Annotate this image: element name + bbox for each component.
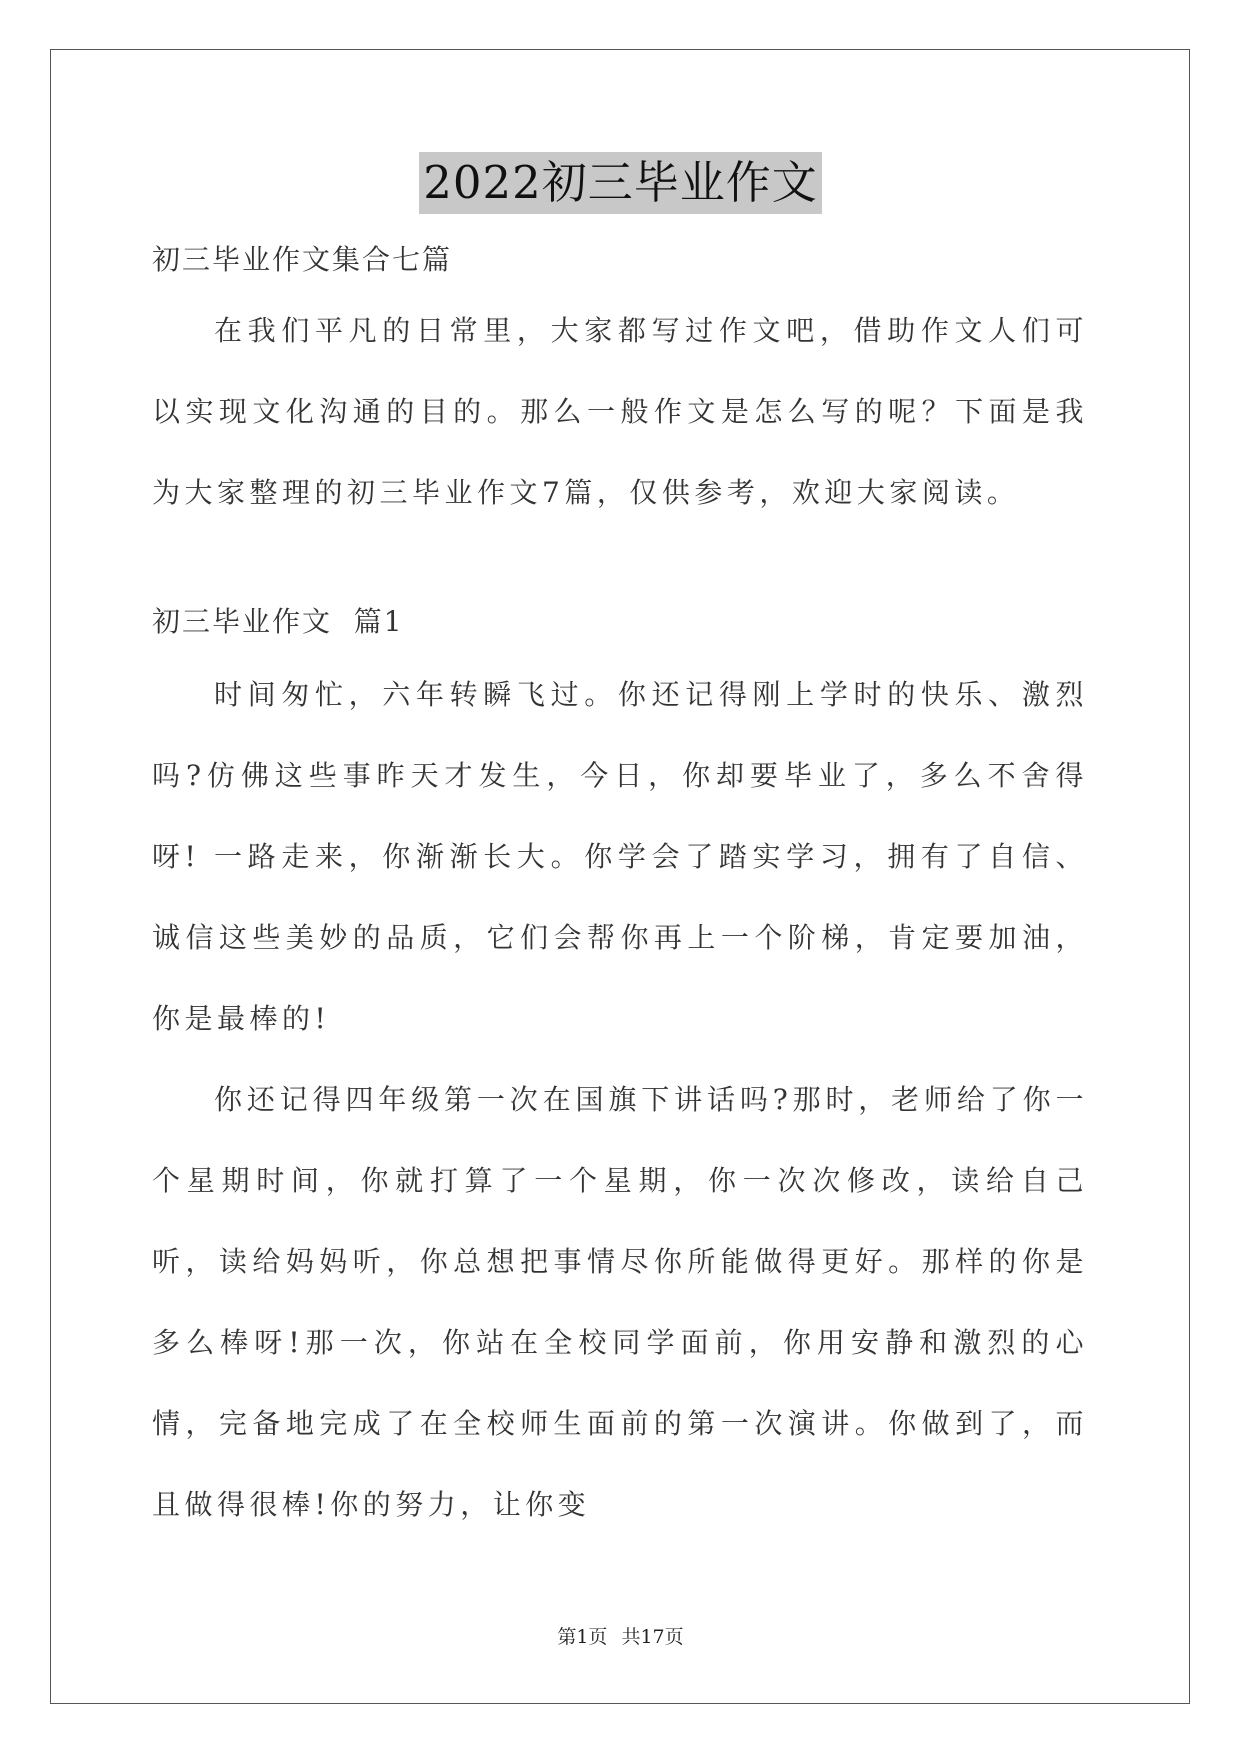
document-subtitle: 初三毕业作文集合七篇	[152, 243, 453, 276]
intro-paragraph: 在我们平凡的日常里，大家都写过作文吧，借助作文人们可以实现文化沟通的目的。那么一般作文是怎么写的呢？下面是我为大家整理的初三毕业作文7篇，仅供参考，欢迎大家阅读。	[152, 314, 1088, 509]
page-number: 第1页	[557, 1626, 608, 1648]
page-total: 共17页	[621, 1626, 684, 1648]
document-title: 2022初三毕业作文	[419, 152, 822, 214]
title-container	[0, 152, 1241, 214]
section-heading: 初三毕业作文 篇1	[152, 605, 404, 638]
page-footer	[0, 1622, 1241, 1652]
body-paragraph-1: 时间匆忙，六年转瞬飞过。你还记得刚上学时的快乐、激烈吗?仿佛这些事昨天才发生，今日，你却要毕业了，多么不舍得呀!	[152, 678, 1088, 873]
body-paragraph-2: 一路走来，你渐渐长大。你学会了踏实学习，拥有了自信、诚信这些美妙的品质，它们会帮你再上一个阶梯，肯定要加油，你是最棒的!	[152, 840, 1088, 1035]
body-paragraph-3: 你还记得四年级第一次在国旗下讲话吗?那时，老师给了你一个星期时间，你就打算了一个星期，你一次次修改，读给自己听，读给妈妈听，你总想把事情尽你所能做得更好。那样的你是多么棒呀!那一次，你站在全校同学面前，你用安静和激烈的心情，完备地完成了在全校师生面前的第一次演讲。你做到了，而且做得很棒!你的努力，让你变	[152, 1083, 1088, 1521]
